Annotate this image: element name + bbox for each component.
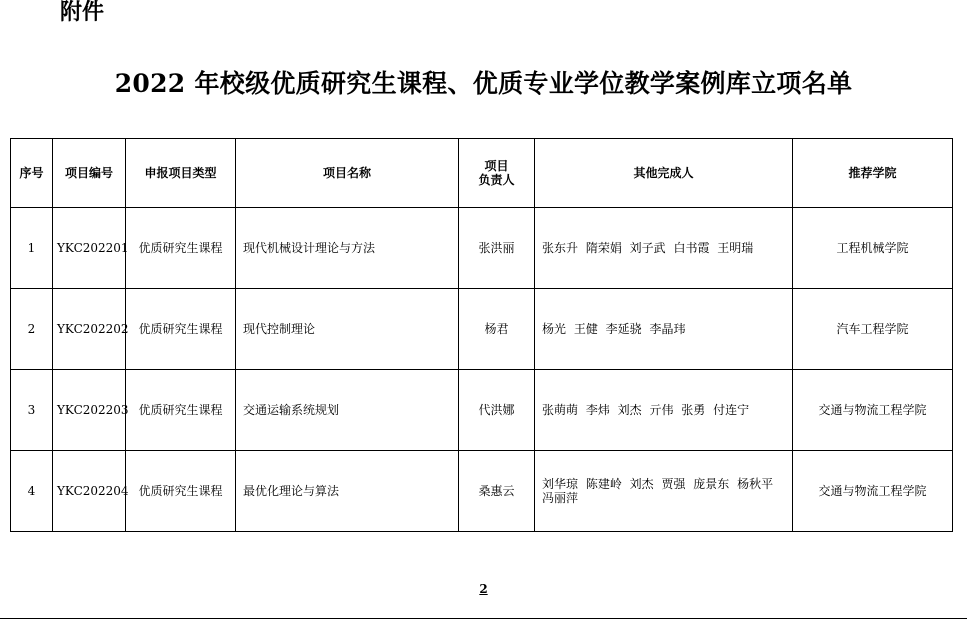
cell-project-name: 现代控制理论	[236, 289, 459, 370]
cell-college: 汽车工程学院	[793, 289, 953, 370]
document-title: 2022 年校级优质研究生课程、优质专业学位教学案例库立项名单	[114, 69, 853, 98]
cell-project-leader: 张洪丽	[459, 208, 535, 289]
cell-project-type: 优质研究生课程	[126, 289, 236, 370]
project-list-table	[10, 138, 953, 532]
cell-project-leader: 桑惠云	[459, 451, 535, 532]
cell-project-code: YKC202203	[53, 370, 126, 451]
header-project-code: 项目编号	[53, 139, 126, 208]
header-recommending-college: 推荐学院	[793, 139, 953, 208]
table-header-row	[11, 139, 953, 208]
other-members-line1: 刘华琼 陈建岭 刘杰 贾强 庞景东 杨秋平	[542, 477, 774, 491]
cell-project-type: 优质研究生课程	[126, 370, 236, 451]
cell-seq: 3	[11, 370, 53, 451]
header-other-members: 其他完成人	[535, 139, 793, 208]
cell-project-code: YKC202201	[53, 208, 126, 289]
cell-seq: 4	[11, 451, 53, 532]
other-members-line2: 冯丽萍	[542, 491, 579, 505]
table-row	[11, 208, 953, 289]
cell-seq: 1	[11, 208, 53, 289]
cell-college: 工程机械学院	[793, 208, 953, 289]
other-members-line1: 张东升 隋荣娟 刘子武 白书霞 王明瑞	[542, 241, 754, 255]
cell-other-members	[535, 289, 793, 370]
cell-project-leader: 杨君	[459, 289, 535, 370]
cell-seq: 2	[11, 289, 53, 370]
cell-project-type: 优质研究生课程	[126, 208, 236, 289]
header-leader-line2: 负责人	[478, 173, 515, 187]
attachment-label: 附件	[60, 0, 105, 25]
cell-other-members	[535, 370, 793, 451]
page-number: 2	[479, 582, 488, 596]
cell-project-name: 交通运输系统规划	[236, 370, 459, 451]
cell-project-code: YKC202202	[53, 289, 126, 370]
cell-project-name: 最优化理论与算法	[236, 451, 459, 532]
table-row	[11, 370, 953, 451]
cell-college: 交通与物流工程学院	[793, 451, 953, 532]
table-row	[11, 289, 953, 370]
cell-project-name: 现代机械设计理论与方法	[236, 208, 459, 289]
header-seq: 序号	[11, 139, 53, 208]
other-members-line1: 张萌萌 李炜 刘杰 亓伟 张勇 付连宁	[542, 403, 750, 417]
header-project-name: 项目名称	[236, 139, 459, 208]
header-leader-line1: 项目	[484, 159, 509, 173]
cell-project-type: 优质研究生课程	[126, 451, 236, 532]
cell-project-leader: 代洪娜	[459, 370, 535, 451]
cell-other-members	[535, 451, 793, 532]
table-row	[11, 451, 953, 532]
cell-project-code: YKC202204	[53, 451, 126, 532]
header-project-leader	[459, 139, 535, 208]
header-project-type: 申报项目类型	[126, 139, 236, 208]
cell-college: 交通与物流工程学院	[793, 370, 953, 451]
other-members-line1: 杨光 王健 李延骁 李晶玮	[542, 322, 686, 336]
cell-other-members	[535, 208, 793, 289]
page-bottom-rule	[0, 618, 967, 619]
